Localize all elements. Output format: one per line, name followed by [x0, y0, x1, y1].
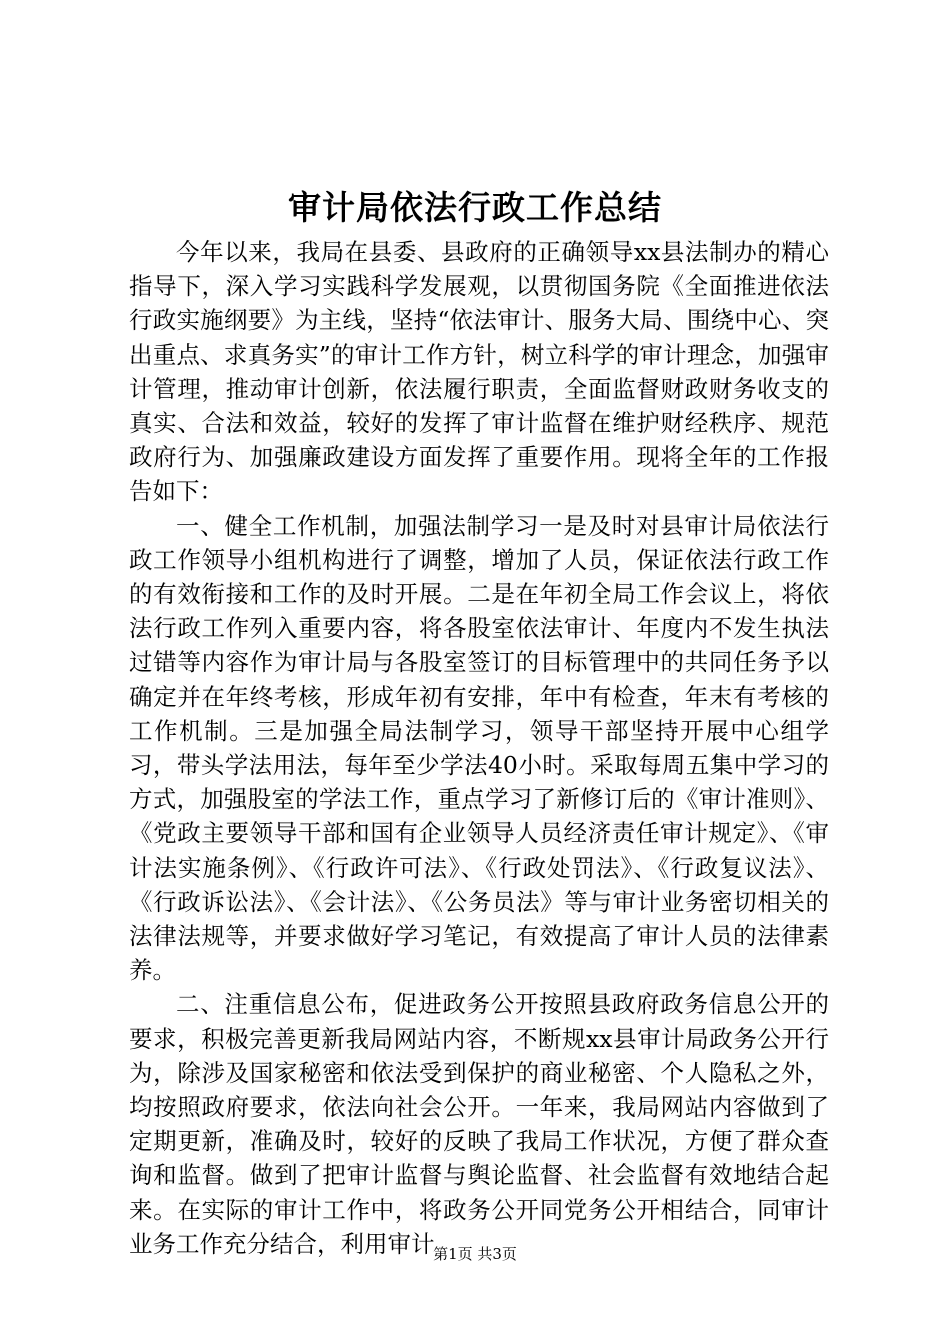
page-footer: 第1页 共3页 [433, 1245, 517, 1263]
document-body [129, 235, 829, 1261]
document-title: 审计局依法行政工作总结 [288, 188, 662, 227]
paragraph-section-1: 一、健全工作机制，加强法制学习一是及时对县审计局依法行政工作领导小组机构进行了调整，增加了人员，保证依法行政工作的有效衔接和工作的及时开展。二是在年初全局工作会议上，将依法行政工作列入重要内容，将各股室依法审计、年度内不发生执法过错等内容作为审计局与各股室签订的目标管理中的共同任务予以确定并在年终考核，形成年初有安排，年中有检查，年末有考核的工作机制。三是加强全局法制学习，领导干部坚持开展中心组学习，带头学法用法，每年至少学法40小时。采取每周五集中学习的方式，加强股室的学法工作，重点学习了新修订后的《审计准则》、《党政主要领导干部和国有企业领导人员经济责任审计规定》、《审计法实施条例》、《行政许可法》、《行政处罚法》、《行政复议法》、《行政诉讼法》、《会计法》、《公务员法》等与审计业务密切相关的法律法规等，并要求做好学习笔记，有效提高了审计人员的法律素养。 [129, 511, 829, 985]
paragraph-section-2: 二、注重信息公布，促进政务公开按照县政府政务信息公开的要求，积极完善更新我局网站内容，不断规xx县审计局政务公开行为，除涉及国家秘密和依法受到保护的商业秘密、个人隐私之外，均按照政府要求，依法向社会公开。一年来，我局网站内容做到了定期更新，准确及时，较好的反映了我局工作状况，方便了群众查询和监督。做到了把审计监督与舆论监督、社会监督有效地结合起来。在实际的审计工作中，将政务公开同党务公开相结合，同审计业务工作充分结合，利用审计 [129, 990, 829, 1258]
paragraph-intro: 今年以来，我局在县委、县政府的正确领导xx县法制办的精心指导下，深入学习实践科学发展观，以贯彻国务院《全面推进依法行政实施纲要》为主线，坚持“依法审计、服务大局、围绕中心、突出重点、求真务实”的审计工作方针，树立科学的审计理念，加强审计管理，推动审计创新，依法履行职责，全面监督财政财务收支的真实、合法和效益，较好的发挥了审计监督在维护财经秩序、规范政府行为、加强廉政建设方面发挥了重要作用。现将全年的工作报告如下： [129, 238, 829, 506]
